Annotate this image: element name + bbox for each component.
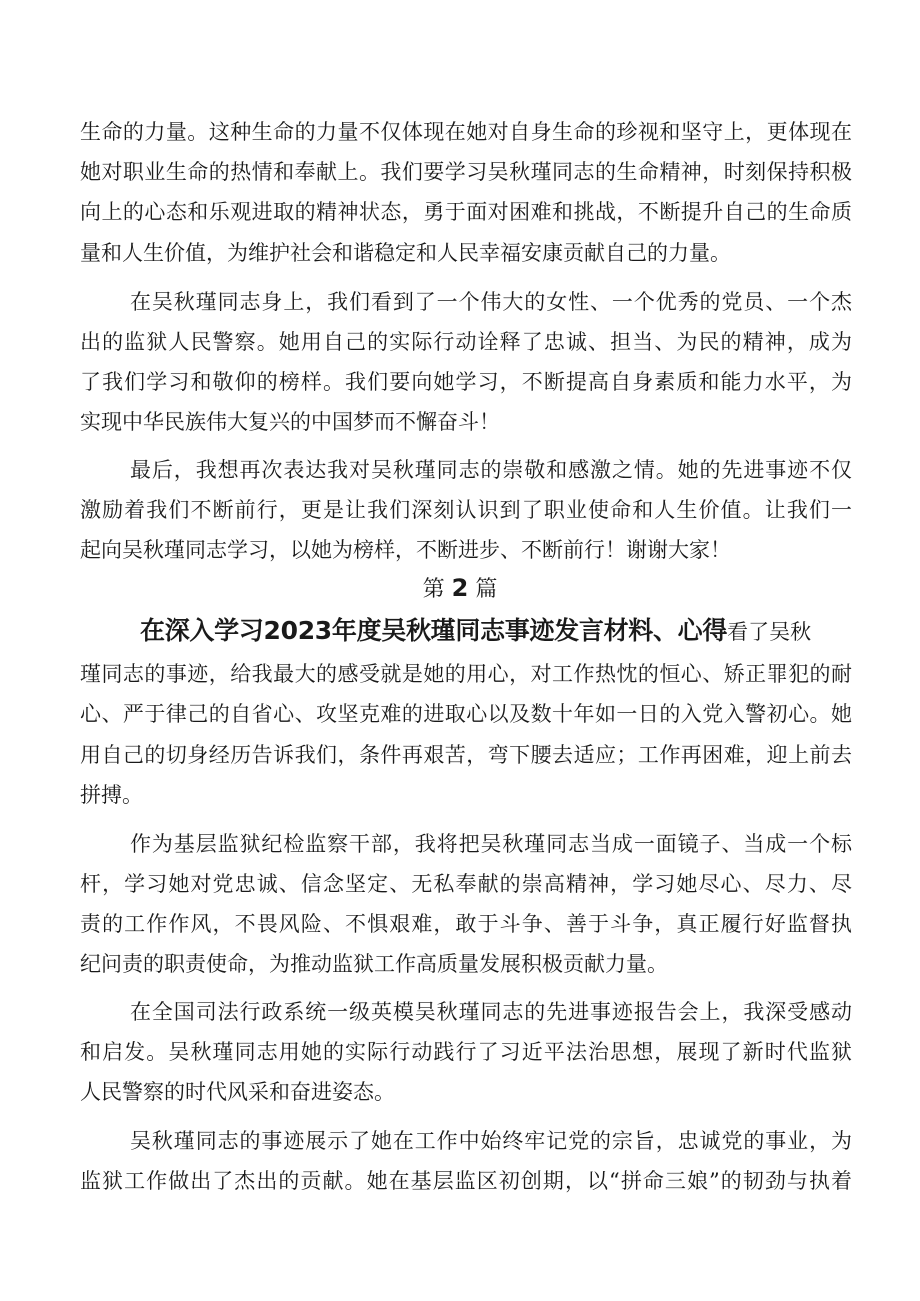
paragraph-line: 在吴秋瑾同志身上，我们看到了一个伟大的女性、一个优秀的党员、一个杰 [130,290,852,314]
article-title: 在深入学习2023年度吴秋瑾同志事迹发言材料、心得 [140,616,728,645]
section-label [0,573,920,605]
paragraph-line: 和启发。吴秋瑾同志用她的实际行动践行了习近平法治思想，展现了新时代监狱 [80,1040,852,1064]
paragraph-line: 心、严于律己的自省心、攻坚克难的进取心以及数十年如一日的入党入警初心。她 [80,702,852,726]
section-label-number: 2 [451,574,469,602]
paragraph-line: 生命的力量。这种生命的力量不仅体现在她对自身生命的珍视和坚守上，更体现在 [80,120,852,144]
paragraph-line: 责的工作作风，不畏风险、不惧艰难，敢于斗争、善于斗争，真正履行好监督执 [80,912,852,936]
paragraph-line: 了我们学习和敬仰的榜样。我们要向她学习，不断提高自身素质和能力水平，为 [80,370,852,394]
paragraph-line: 在全国司法行政系统一级英模吴秋瑾同志的先进事迹报告会上，我深受感动 [130,1000,852,1024]
section-label-prefix: 第 [422,577,445,602]
paragraph-line: 纪问责的职责使命，为推动监狱工作高质量发展积极贡献力量。 [80,952,668,976]
paragraph-line: 量和人生价值，为维护社会和谐稳定和人民幸福安康贡献自己的力量。 [80,241,731,265]
paragraph-line: 杆，学习她对党忠诚、信念坚定、无私奉献的崇高精神，学习她尽心、尽力、尽 [80,872,852,896]
paragraph-line: 监狱工作做出了杰出的贡献。她在基层监区初创期，以“拼命三娘”的韧劲与执着 [80,1169,852,1193]
section-label-suffix: 篇 [475,577,498,602]
paragraph-line: 用自己的切身经历告诉我们，条件再艰苦，弯下腰去适应；工作再困难，迎上前去 [80,743,852,767]
paragraph-line: 实现中华民族伟大复兴的中国梦而不懈奋斗！ [80,410,500,434]
paragraph-line: 她对职业生命的热情和奉献上。我们要学习吴秋瑾同志的生命精神，时刻保持积极 [80,160,852,184]
paragraph-line: 人民警察的时代风采和奋进姿态。 [80,1080,395,1104]
paragraph-line: 起向吴秋瑾同志学习，以她为榜样，不断进步、不断前行！谢谢大家！ [80,538,731,562]
title-trailing-text: 看了吴秋 [727,620,812,644]
paragraph-line: 出的监狱人民警察。她用自己的实际行动诠释了忠诚、担当、为民的精神，成为 [80,330,852,354]
paragraph-line: 最后，我想再次表达我对吴秋瑾同志的崇敬和感激之情。她的先进事迹不仅 [130,458,852,482]
paragraph-line: 拼搏。 [80,783,143,807]
paragraph-line: 激励着我们不断前行，更是让我们深刻认识到了职业使命和人生价值。让我们一 [80,498,852,522]
article-title-line [80,614,852,648]
paragraph-line: 吴秋瑾同志的事迹展示了她在工作中始终牢记党的宗旨，忠诚党的事业，为 [130,1129,852,1153]
paragraph-line: 作为基层监狱纪检监察干部，我将把吴秋瑾同志当成一面镜子、当成一个标 [130,832,852,856]
paragraph-line: 向上的心态和乐观进取的精神状态，勇于面对困难和挑战，不断提升自己的生命质 [80,200,852,224]
paragraph-line: 瑾同志的事迹，给我最大的感受就是她的用心，对工作热忱的恒心、矫正罪犯的耐 [80,662,852,686]
